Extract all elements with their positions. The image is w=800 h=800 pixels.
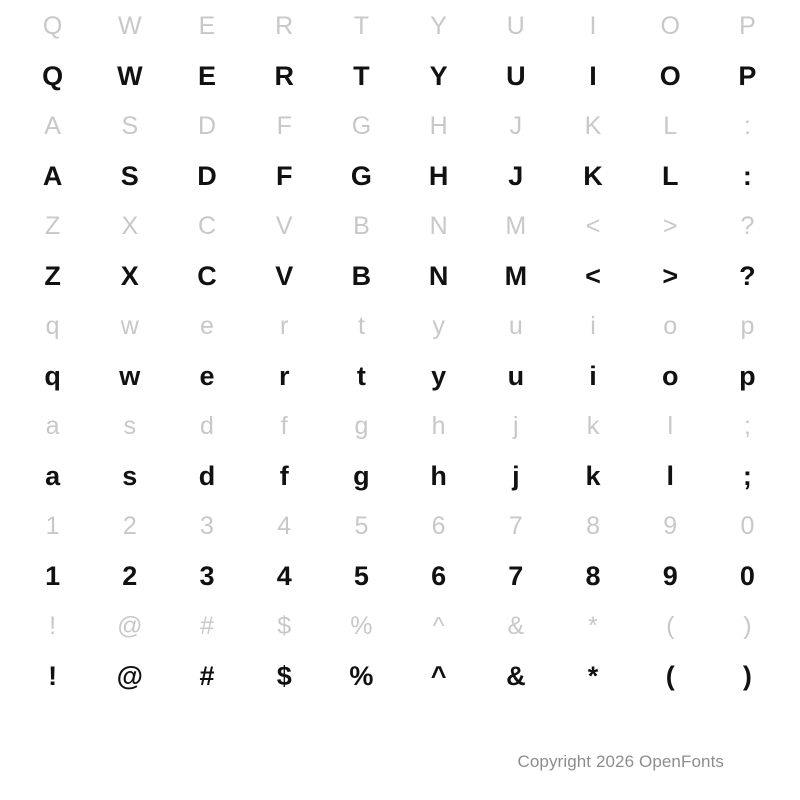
- glyph-cell: g: [353, 460, 370, 491]
- glyph-cell: J: [509, 111, 523, 140]
- glyph-cell: H: [428, 160, 449, 191]
- glyph-cell: j: [513, 411, 519, 440]
- glyph-cell: j: [512, 460, 520, 491]
- glyph-cell: 7: [508, 560, 524, 591]
- glyph-cell: <: [585, 211, 601, 240]
- glyph-cell: #: [200, 611, 214, 640]
- glyph-cell: &: [507, 611, 525, 640]
- glyph-cell: I: [589, 11, 597, 40]
- glyph-cell: ?: [739, 260, 756, 291]
- glyph-cell: o: [661, 360, 679, 391]
- glyph-cell: 5: [354, 511, 369, 540]
- glyph-cell: R: [274, 60, 294, 91]
- glyph-cell: r: [278, 360, 290, 391]
- glyph-cell: U: [506, 11, 525, 40]
- glyph-cell: ^: [430, 660, 447, 691]
- glyph-cell: T: [353, 11, 370, 40]
- glyph-cell: Z: [44, 211, 61, 240]
- glyph-cell: N: [429, 211, 448, 240]
- glyph-cell: e: [200, 311, 214, 340]
- glyph-cell: 0: [739, 560, 755, 591]
- glyph-cell: (: [666, 611, 675, 640]
- glyph-cell: J: [508, 160, 524, 191]
- glyph-cell: E: [198, 60, 217, 91]
- glyph-cell: C: [197, 211, 217, 240]
- glyph-cell: :: [742, 160, 752, 191]
- glyph-cell: s: [123, 411, 137, 440]
- glyph-cell: :: [743, 111, 751, 140]
- glyph-row: [0, 404, 800, 448]
- glyph-cell: M: [504, 260, 528, 291]
- glyph-cell: Y: [430, 11, 447, 40]
- glyph-cell: B: [353, 211, 370, 240]
- glyph-cell: 2: [122, 511, 137, 540]
- glyph-cell: 6: [431, 511, 446, 540]
- glyph-cell: ^: [432, 611, 445, 640]
- glyph-cell: D: [197, 111, 217, 140]
- glyph-cell: e: [199, 360, 215, 391]
- glyph-cell: S: [121, 111, 139, 140]
- glyph-row: [0, 604, 800, 648]
- glyph-cell: ;: [743, 411, 751, 440]
- glyph-cell: 3: [199, 560, 215, 591]
- glyph-cell: X: [121, 211, 139, 240]
- glyph-cell: *: [587, 660, 599, 691]
- glyph-cell: y: [431, 360, 447, 391]
- glyph-row: [0, 48, 800, 104]
- glyph-cell: K: [584, 111, 602, 140]
- glyph-cell: V: [275, 211, 293, 240]
- glyph-cell: i: [589, 360, 597, 391]
- glyph-cell: f: [280, 411, 288, 440]
- glyph-cell: @: [116, 660, 143, 691]
- glyph-row: [0, 504, 800, 548]
- glyph-cell: i: [590, 311, 596, 340]
- glyph-cell: E: [198, 11, 216, 40]
- glyph-cell: w: [120, 311, 139, 340]
- glyph-cell: C: [197, 260, 217, 291]
- glyph-cell: $: [276, 660, 292, 691]
- glyph-cell: w: [119, 360, 141, 391]
- glyph-cell: 9: [663, 511, 678, 540]
- glyph-row: [0, 248, 800, 304]
- glyph-cell: 9: [662, 560, 678, 591]
- glyph-cell: F: [276, 111, 292, 140]
- glyph-cell: k: [586, 411, 600, 440]
- glyph-cell: 5: [353, 560, 369, 591]
- glyph-cell: A: [44, 111, 61, 140]
- glyph-cell: Q: [42, 60, 64, 91]
- glyph-cell: 3: [200, 511, 214, 540]
- glyph-cell: U: [506, 60, 526, 91]
- glyph-cell: d: [200, 411, 214, 440]
- glyph-row: [0, 204, 800, 248]
- glyph-row: [0, 4, 800, 48]
- glyph-cell: 7: [508, 511, 523, 540]
- glyph-cell: G: [350, 160, 372, 191]
- glyph-cell: %: [350, 611, 373, 640]
- glyph-cell: u: [508, 311, 523, 340]
- glyph-cell: 6: [431, 560, 447, 591]
- glyph-cell: 8: [586, 511, 600, 540]
- glyph-cell: F: [275, 160, 293, 191]
- glyph-cell: 0: [740, 511, 755, 540]
- glyph-row: [0, 548, 800, 604]
- glyph-row: [0, 448, 800, 504]
- glyph-cell: 8: [585, 560, 601, 591]
- glyph-cell: O: [660, 11, 680, 40]
- glyph-cell: P: [739, 11, 756, 40]
- glyph-cell: L: [663, 111, 678, 140]
- glyph-cell: l: [666, 460, 674, 491]
- glyph-cell: 2: [122, 560, 138, 591]
- glyph-cell: ): [743, 611, 752, 640]
- glyph-cell: q: [45, 311, 60, 340]
- glyph-cell: A: [42, 160, 63, 191]
- glyph-cell: D: [197, 160, 217, 191]
- glyph-cell: y: [432, 311, 445, 340]
- glyph-cell: ;: [742, 460, 752, 491]
- glyph-cell: &: [506, 660, 526, 691]
- glyph-cell: R: [275, 11, 294, 40]
- glyph-cell: @: [117, 611, 143, 640]
- glyph-row: [0, 104, 800, 148]
- glyph-cell: h: [430, 460, 447, 491]
- glyph-cell: h: [431, 411, 446, 440]
- glyph-cell: Y: [429, 60, 448, 91]
- glyph-cell: r: [280, 311, 289, 340]
- glyph-cell: t: [356, 360, 366, 391]
- glyph-cell: a: [45, 460, 61, 491]
- glyph-cell: S: [120, 160, 139, 191]
- glyph-cell: X: [120, 260, 139, 291]
- glyph-cell: Z: [44, 260, 61, 291]
- glyph-cell: L: [661, 160, 679, 191]
- glyph-cell: a: [45, 411, 60, 440]
- glyph-cell: *: [588, 611, 598, 640]
- glyph-cell: G: [351, 111, 372, 140]
- glyph-cell: I: [589, 60, 597, 91]
- glyph-cell: p: [739, 360, 756, 391]
- glyph-cell: N: [428, 260, 449, 291]
- glyph-cell: u: [507, 360, 525, 391]
- glyph-cell: W: [118, 11, 142, 40]
- glyph-cell: 1: [45, 511, 60, 540]
- glyph-cell: H: [429, 111, 448, 140]
- glyph-cell: M: [505, 211, 527, 240]
- glyph-cell: >: [662, 211, 678, 240]
- glyph-row: [0, 148, 800, 204]
- glyph-cell: d: [198, 460, 216, 491]
- glyph-cell: 4: [276, 560, 292, 591]
- glyph-cell: K: [583, 160, 603, 191]
- glyph-cell: <: [585, 260, 601, 291]
- glyph-cell: ?: [740, 211, 755, 240]
- glyph-cell: q: [44, 360, 61, 391]
- glyph-cell: Q: [42, 11, 63, 40]
- glyph-cell: k: [585, 460, 601, 491]
- glyph-cell: !: [49, 611, 57, 640]
- glyph-cell: o: [663, 311, 678, 340]
- glyph-cell: $: [277, 611, 292, 640]
- glyph-cell: V: [275, 260, 294, 291]
- glyph-cell: f: [279, 460, 289, 491]
- glyph-cell: s: [122, 460, 138, 491]
- glyph-cell: 1: [45, 560, 61, 591]
- glyph-cell: B: [351, 260, 372, 291]
- glyph-cell: ): [742, 660, 752, 691]
- glyph-cell: %: [349, 660, 374, 691]
- glyph-cell: O: [659, 60, 681, 91]
- glyph-row: [0, 648, 800, 704]
- glyph-row: [0, 348, 800, 404]
- glyph-cell: 4: [277, 511, 292, 540]
- glyph-cell: !: [48, 660, 58, 691]
- glyph-cell: t: [357, 311, 365, 340]
- glyph-row: [0, 304, 800, 348]
- glyph-cell: P: [738, 60, 757, 91]
- copyright-notice: Copyright 2026 OpenFonts: [517, 752, 724, 771]
- glyph-cell: p: [740, 311, 755, 340]
- glyph-cell: T: [353, 60, 370, 91]
- glyph-cell: (: [665, 660, 675, 691]
- glyph-cell: g: [354, 411, 369, 440]
- glyph-cell: >: [662, 260, 679, 291]
- glyph-cell: l: [667, 411, 673, 440]
- glyph-cell: #: [199, 660, 215, 691]
- glyph-cell: W: [117, 60, 143, 91]
